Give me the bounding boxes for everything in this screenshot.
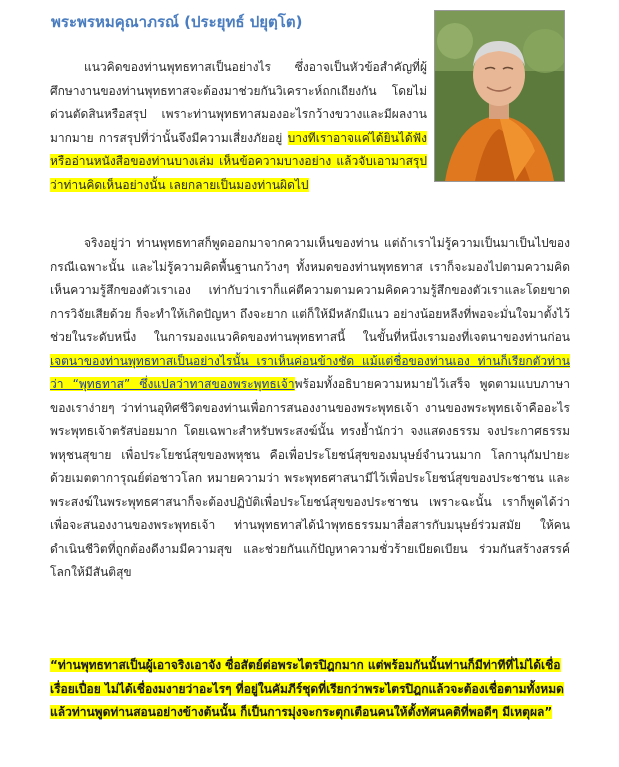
quote-paragraph bbox=[50, 654, 570, 725]
monk-portrait-image bbox=[435, 11, 564, 181]
page-title: พระพรหมคุณาภรณ์ (ประยุทธ์ ปยุตฺโต) bbox=[51, 13, 303, 31]
quote-highlight: “ท่านพุทธทาสเป็นผู้เอาจริงเอาจัง ซื่อสัตย์ต่อพระไตรปิฎกมาก แต่พร้อมกันนั้นท่านก็มีท่าทีที่ไม่ได้เชื่อเรื่อยเปื่อย ไม่ได้เชื่องมงายว่าอะไรๆ ที่อยู่ในคัมภีร์ชุดที่เรียกว่าพระไตรปิฎกแล้วจะต้องเชื่อตามทั้งหมด แล้วท่านพูดท่านสอนอย่างข้างต้นนั้น ก็เป็นการมุ่งจะกระตุกเตือนคนให้ตั้งทัศนคติที่พอดีๆ มีเหตุผล” bbox=[50, 658, 564, 719]
monk-photo bbox=[434, 10, 565, 182]
paragraph-2 bbox=[50, 232, 570, 585]
paragraph-1-text: แนวคิดของท่านพุทธทาสเป็นอย่างไร ซึ่งอาจเป็นหัวข้อสำคัญที่ผู้ศึกษางานของท่านพุทธทาสจะต้องมาช่วยกันวิเคราะห์ถกเถียงกัน โดยไม่ด่วนตัดสินหรือสรุป เพราะท่านพุทธทาสมองอะไรกว้างขวางและมีผลงานมากมาย การสรุปที่ว่านั้นจึงมีความเสี่ยงภัยอยู่ bbox=[50, 60, 427, 145]
paragraph-1 bbox=[50, 56, 427, 197]
paragraph-2-text-end: พร้อมทั้งอธิบายความหมายไว้เสร็จ พูดตามแบบภาษาของเราง่ายๆ ว่าท่านอุทิศชีวิตของท่านเพื่อการสนองงานของพระพุทธเจ้า งานของพระพุทธเจ้าคืออะไร พระพุทธเจ้าตรัสบ่อยมาก โดยเฉพาะสำหรับพระสงฆ์นั้น ทรงย้ำนักว่า จงแสดงธรรม จงประกาศธรรม พหุชนสุขาย เพื่อประโยชน์สุขของพหุชน คือเพื่อประโยชน์สุขของมนุษย์จำนวนมาก โลกานุกัมปายะ ด้วยเมตตาการุณย์ต่อชาวโลก หมายความว่า พระพุทธศาสนามีไว้เพื่อประโยชน์สุขของประชาชน และพระสงฆ์ในพระพุทธศาสนาก็จะต้องปฏิบัติเพื่อประโยชน์สุขของประชาชน เพราะฉะนั้น เราก็พูดได้ว่า เพื่อจะสนองงานของพระพุทธเจ้า ท่านพุทธทาสได้นำพุทธธรรมมาสื่อสารกับมนุษย์ร่วมสมัย ให้คนดำเนินชีวิตที่ถูกต้องดีงามมีความสุข และช่วยกันแก้ปัญหาความชั่วร้ายเบียดเบียน ร่วมกันสร้างสรรค์โลกให้มีสันติสุข bbox=[50, 377, 570, 579]
paragraph-1-highlight: บางทีเราอาจแค่ได้ยินได้ฟังหรืออ่านหนังสือของท่านบางเล่ม เห็นข้อความบางอย่าง แล้วจับเอามาสรุปว่าท่านคิดเห็นอย่างนั้น เลยกลายเป็นมองท่านผิดไป bbox=[50, 130, 427, 192]
paragraph-2-text-start: จริงอยู่ว่า ท่านพุทธทาสก็พูดออกมาจากความเห็นของท่าน แต่ถ้าเราไม่รู้ความเป็นมาเป็นไปของกรณีเฉพาะนั้น และไม่รู้ความคิดพื้นฐานกว้างๆ ทั้งหมดของท่านพุทธทาส เราก็จะมองไปตามความคิดเห็นความรู้สึกของตัวเราเอง เท่ากับว่าเราก็แค่ตีความตามความคิดความรู้สึกของตัวเราและโดยขาดการวิจัยเสียด้วย ก็จะทำให้เกิดปัญหา ถึงจะยาก แต่ก็ให้มีหลักมีแนว อย่างน้อยหลีงที่พอจะมั่นใจมาตั้งไว้ช่วยในระดับหนึ่ง ในการมองแนวคิดของท่านพุทธทาสนี้ ในขั้นที่หนึ่งเรามองที่เจตนาของท่านก่อน bbox=[50, 236, 570, 344]
paragraph-2-underlined-highlight: เจตนาของท่านพุทธทาสเป็นอย่างไรนั้น เราเห็นค่อนข้างชัด แม้แต่ชื่อของท่านเอง ท่านก็เรียกตัวท่านว่า “พุทธทาส” ซึ่งแปลว่าทาสของพระพุทธเจ้า bbox=[50, 353, 570, 391]
